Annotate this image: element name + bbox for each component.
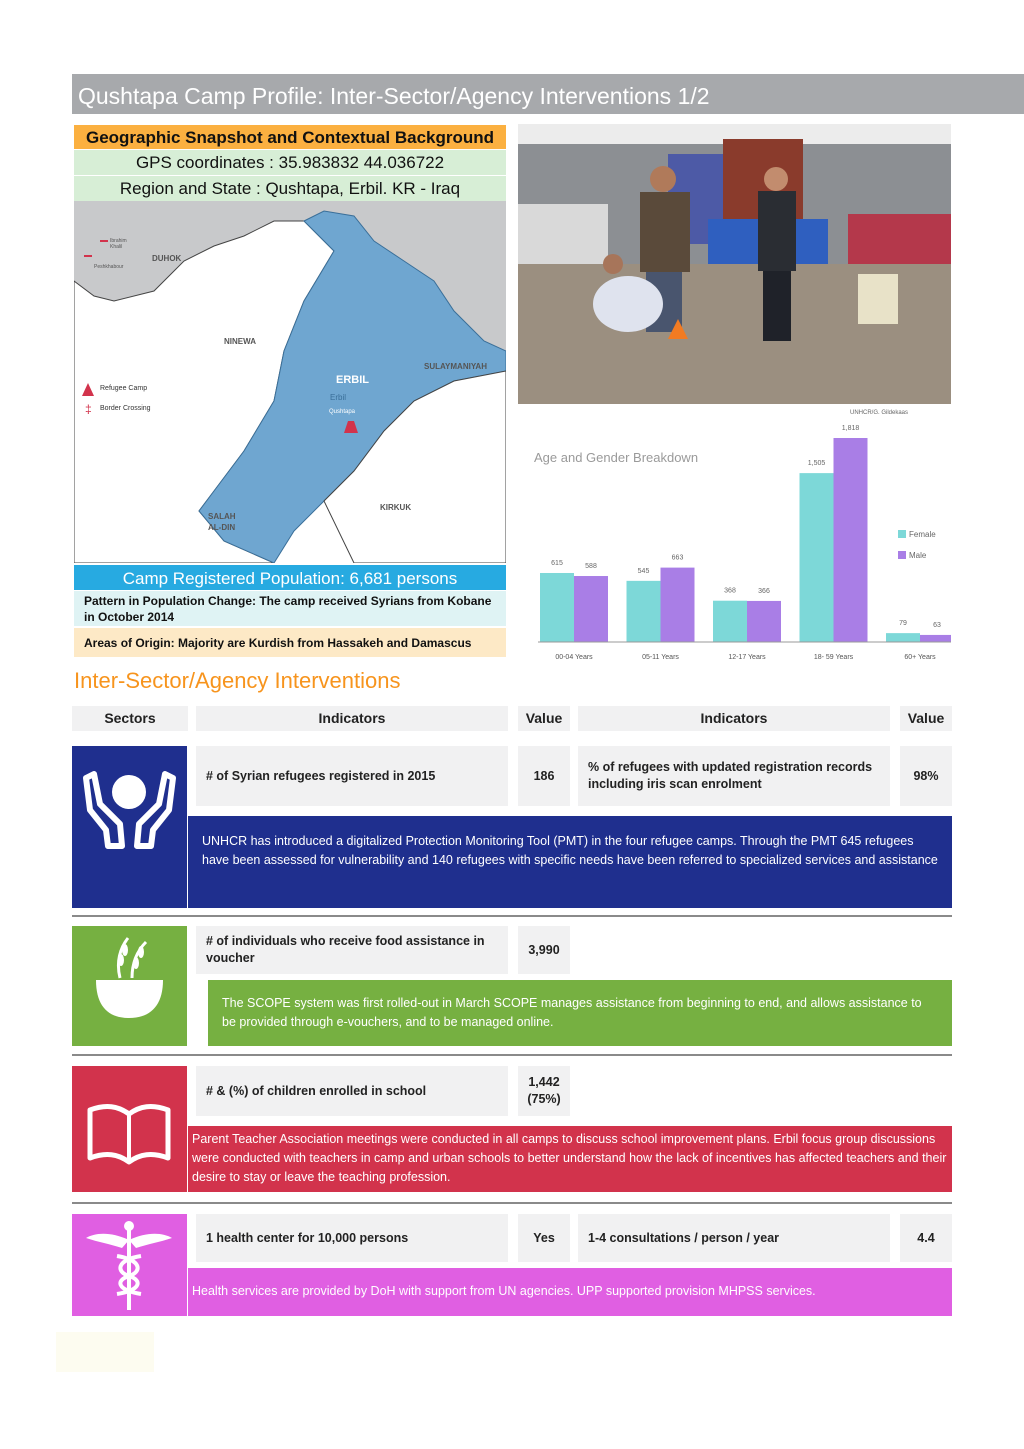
- header-sectors: Sectors: [72, 706, 188, 731]
- protection-indicator-1: # of Syrian refugees registered in 2015: [196, 746, 508, 806]
- sector-health: [72, 1214, 952, 1316]
- footer-block: [56, 1332, 154, 1372]
- bar-value-label: 63: [933, 621, 941, 629]
- bar-male-4: [920, 635, 951, 642]
- bar-value-label: 615: [551, 559, 563, 567]
- page-title: Qushtapa Camp Profile: Inter-Sector/Agency Interventions 1/2: [72, 74, 1024, 114]
- protection-hands-icon: [72, 746, 187, 908]
- sector-education: [72, 1066, 952, 1192]
- food-value-1: 3,990: [518, 926, 570, 974]
- section-divider: [72, 915, 952, 917]
- protection-value-2: 98%: [900, 746, 952, 806]
- food-note: The SCOPE system was first rolled-out in March SCOPE manages assistance from beginning to end, and allows assistance to be provided through e-vouchers, and to be managed online.: [208, 980, 952, 1046]
- bar-value-label: 366: [758, 587, 770, 595]
- bar-value-label: 545: [637, 567, 650, 575]
- map-label-sulaymaniyah: SULAYMANIYAH: [424, 362, 487, 371]
- bar-female-4: [886, 633, 920, 642]
- protection-note: UNHCR has introduced a digitalized Protection Monitoring Tool (PMT) in the four refugee camps. Through the PMT 645 refugees have been assessed for vulnerability and 140 refugees with specific needs have been referred to specialized services and assistance: [188, 816, 952, 908]
- bar-female-0: [540, 573, 574, 642]
- bar-value-label: 1,818: [841, 425, 860, 432]
- sector-food: [72, 926, 952, 1046]
- category-label: 18- 59 Years: [813, 654, 854, 661]
- map-label-ibrahim-khalil: Ibrahim Khalil: [110, 238, 127, 250]
- bar-value-label: 79: [899, 620, 907, 628]
- chart-svg: [518, 420, 951, 670]
- legend-label-male: Male: [909, 551, 927, 560]
- section-divider: [72, 1054, 952, 1056]
- map-label-salahaldin: SALAH AL-DIN: [208, 512, 236, 532]
- map-label-erbil-city: Erbil: [330, 393, 347, 402]
- map-label-ninewa: NINEWA: [224, 337, 256, 346]
- education-icon-box: [72, 1066, 187, 1192]
- header-indicators: Indicators: [196, 706, 508, 731]
- bar-female-3: [800, 473, 834, 642]
- education-note: Parent Teacher Association meetings were conducted in all camps to discuss school improvement plans. Erbil focus group discussions were conducted with teachers in camp and urban schools to better understand how the lack of incentives has affected teachers and their desire to stay or leave the teaching profession.: [188, 1126, 952, 1192]
- health-caduceus-icon: [72, 1214, 187, 1316]
- education-book-icon: [72, 1066, 187, 1192]
- map-label-duhok: DUHOK: [152, 254, 182, 263]
- category-label: 05-11 Years: [642, 654, 679, 661]
- camp-photo: [518, 124, 951, 404]
- food-icon-box: [72, 926, 187, 1046]
- health-value-2: 4.4: [900, 1214, 952, 1262]
- bar-value-label: 368: [724, 587, 736, 595]
- education-value-1: 1,442 (75%): [518, 1066, 570, 1116]
- bar-value-label: 1,505: [807, 460, 826, 468]
- geo-heading: Geographic Snapshot and Contextual Background: [74, 125, 506, 149]
- health-indicator-1: 1 health center for 10,000 persons: [196, 1214, 508, 1262]
- age-gender-chart: [518, 420, 951, 670]
- legend-border-label: Border Crossing: [100, 405, 151, 412]
- header-value: Value: [518, 706, 570, 731]
- health-note: Health services are provided by DoH with support from UN agencies. UPP supported provision MHPSS services.: [188, 1268, 952, 1316]
- bar-female-1: [627, 581, 661, 642]
- health-value-1: Yes: [518, 1214, 570, 1262]
- chart-title: Age and Gender Breakdown: [534, 450, 699, 465]
- legend-label-female: Female: [909, 530, 936, 539]
- photo-credit: UNHCR/G. Gildekaas: [850, 410, 909, 416]
- header-indicators-2: Indicators: [578, 706, 890, 731]
- sector-protection: [72, 746, 952, 908]
- protection-indicator-2: % of refugees with updated registration records including iris scan enrolment: [578, 746, 890, 806]
- category-label: 12-17 Years: [728, 654, 766, 661]
- gps-coordinates: GPS coordinates : 35.983832 44.036722: [74, 150, 506, 175]
- bar-male-3: [834, 438, 868, 642]
- health-icon-box: [72, 1214, 187, 1316]
- camp-location-map: [74, 201, 506, 563]
- category-label: 00-04 Years: [555, 654, 593, 661]
- legend-swatch-male: [898, 551, 906, 559]
- header-value-2: Value: [900, 706, 952, 731]
- legend-swatch-female: [898, 530, 906, 538]
- bar-value-label: 588: [585, 563, 597, 571]
- map-label-peshkhabour: Peshkhabour: [94, 264, 124, 270]
- population-heading: Camp Registered Population: 6,681 persons: [74, 565, 506, 590]
- protection-icon-box: [72, 746, 187, 908]
- food-bowl-icon: [72, 926, 187, 1046]
- map-label-qushtapa: Qushtapa: [329, 409, 356, 415]
- interventions-title: Inter-Sector/Agency Interventions: [74, 668, 401, 693]
- legend-camp-label: Refugee Camp: [100, 385, 148, 392]
- bar-male-1: [661, 568, 695, 642]
- legend-border-icon: ‡: [85, 402, 92, 416]
- map-label-erbil: ERBIL: [336, 374, 369, 386]
- bar-female-2: [713, 601, 747, 642]
- map-label-kirkuk: KIRKUK: [380, 503, 412, 512]
- education-indicator-1: # & (%) of children enrolled in school: [196, 1066, 508, 1116]
- bar-value-label: 663: [671, 554, 684, 562]
- areas-of-origin: Areas of Origin: Majority are Kurdish from Hassakeh and Damascus: [74, 628, 506, 657]
- protection-value-1: 186: [518, 746, 570, 806]
- population-pattern: Pattern in Population Change: The camp received Syrians from Kobane in October 2014: [74, 591, 506, 626]
- health-indicator-2: 1-4 consultations / person / year: [578, 1214, 890, 1262]
- section-divider: [72, 1202, 952, 1204]
- region-state: Region and State : Qushtapa, Erbil. KR - Iraq: [74, 176, 506, 201]
- bar-male-2: [747, 601, 781, 642]
- category-label: 60+ Years: [904, 654, 936, 661]
- bar-male-0: [574, 576, 608, 642]
- food-indicator-1: # of individuals who receive food assistance in voucher: [196, 926, 508, 974]
